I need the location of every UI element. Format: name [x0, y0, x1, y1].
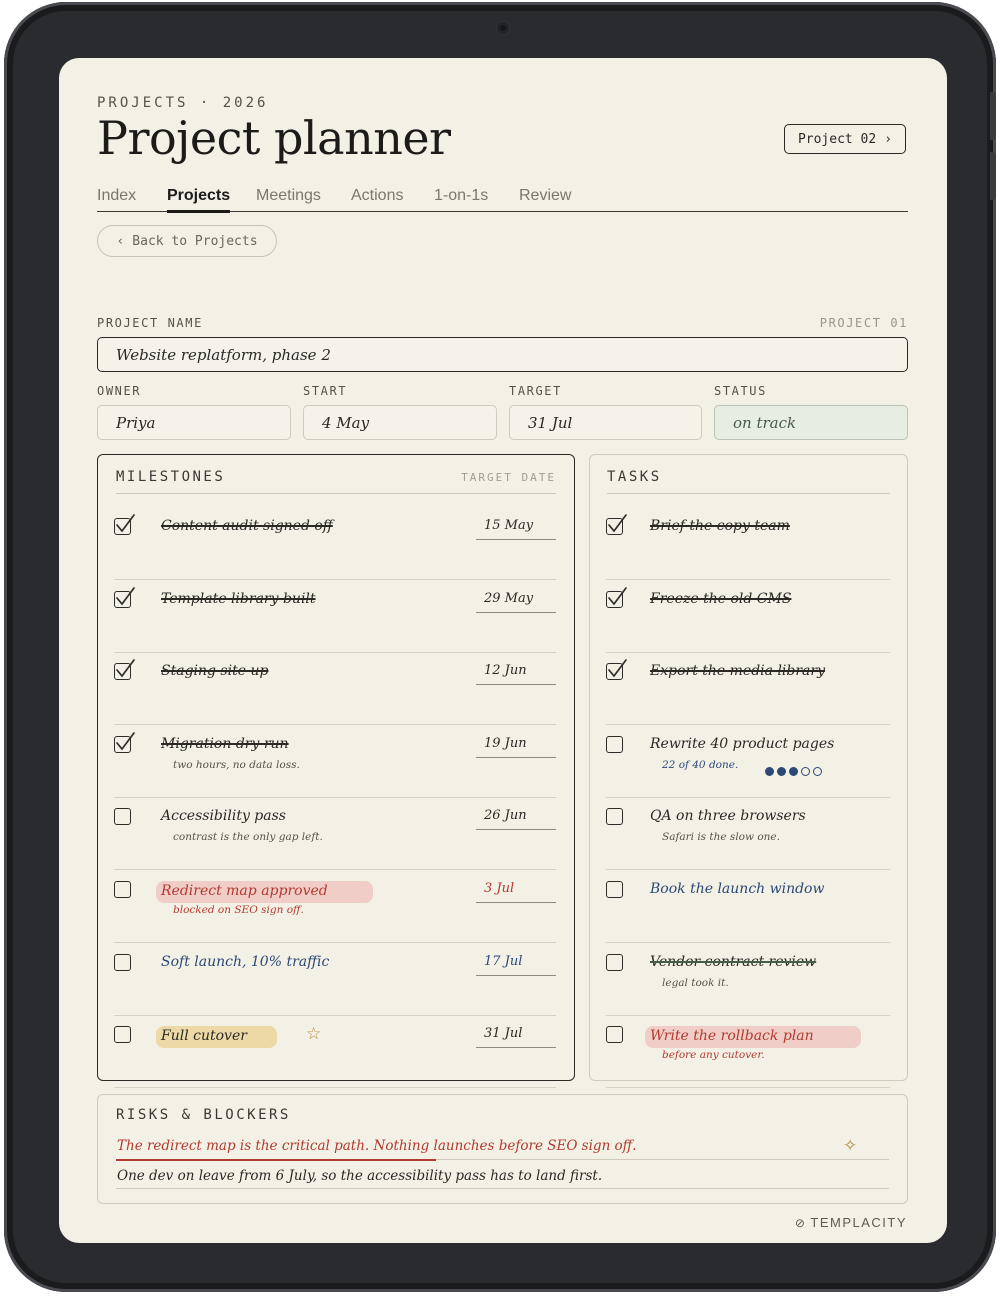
task-row: [606, 1016, 890, 1088]
milestone-date[interactable]: 19 Jun: [476, 736, 556, 751]
milestone-checkbox[interactable]: [114, 518, 131, 535]
task-text[interactable]: Freeze the old CMS: [650, 590, 792, 607]
back-to-projects-button[interactable]: [97, 225, 277, 257]
tab-actions[interactable]: Actions: [351, 187, 404, 204]
task-text[interactable]: Export the media library: [650, 663, 826, 680]
progress-dot: [801, 767, 810, 776]
task-text[interactable]: Brief the copy team: [650, 518, 790, 534]
tab-projects[interactable]: Projects: [167, 187, 231, 204]
milestone-checkbox[interactable]: [114, 954, 131, 971]
milestone-text[interactable]: Template library built: [161, 590, 316, 607]
tasks-header-rule: [607, 493, 890, 494]
milestone-text[interactable]: Redirect map approved: [156, 881, 373, 903]
task-note: before any cutover.: [662, 1049, 765, 1062]
next-project-label: Project 02: [797, 131, 877, 147]
milestone-note: contrast is the only gap left.: [173, 831, 323, 844]
check-mark-icon: [605, 586, 629, 608]
row-rule: [114, 1087, 556, 1088]
milestone-text[interactable]: Full cutover: [156, 1026, 277, 1048]
milestone-checkbox[interactable]: [114, 663, 131, 680]
task-note: Safari is the slow one.: [662, 831, 780, 844]
row-rule: [606, 1087, 890, 1088]
volume-down-button: [990, 152, 996, 200]
task-row: [606, 508, 890, 580]
tab-bar: [97, 183, 908, 212]
progress-dot: [789, 767, 798, 776]
status-field[interactable]: on track: [714, 405, 908, 440]
tab-index[interactable]: Index: [97, 187, 137, 204]
progress-dot: [813, 767, 822, 776]
milestone-date[interactable]: 29 May: [476, 591, 556, 606]
task-checkbox[interactable]: [606, 736, 623, 753]
check-mark-icon: [605, 658, 629, 680]
milestone-date[interactable]: 12 Jun: [476, 663, 556, 678]
milestone-text[interactable]: Soft launch, 10% traffic: [161, 953, 330, 970]
project-name-label: PROJECT NAME: [97, 316, 203, 330]
check-mark-icon: [113, 731, 137, 753]
check-mark-icon: [113, 586, 137, 608]
milestone-row: [114, 653, 556, 725]
milestone-row: [114, 508, 556, 580]
progress-dots: [765, 761, 825, 780]
milestones-heading: MILESTONES: [116, 469, 226, 485]
milestone-note: two hours, no data loss.: [173, 758, 300, 771]
task-checkbox[interactable]: [606, 1026, 623, 1043]
task-text[interactable]: QA on three browsers: [650, 808, 806, 825]
task-text[interactable]: Book the launch window: [650, 881, 825, 897]
owner-label: OWNER: [97, 384, 142, 398]
progress-dot: [777, 767, 786, 776]
task-row: [606, 944, 890, 1016]
task-checkbox[interactable]: [606, 881, 623, 898]
target-date-heading: TARGET DATE: [461, 471, 556, 484]
milestone-checkbox[interactable]: [114, 808, 131, 825]
star-outline-icon: ✧: [843, 1136, 858, 1156]
milestone-row: [114, 726, 556, 798]
chevron-left-icon: ‹: [116, 233, 125, 249]
start-label: START: [303, 384, 348, 398]
task-checkbox[interactable]: [606, 954, 623, 971]
volume-up-button: [990, 92, 996, 140]
tab-review[interactable]: Review: [519, 187, 572, 204]
milestone-date[interactable]: 26 Jun: [476, 808, 556, 823]
milestone-row: [114, 1016, 556, 1088]
milestone-date[interactable]: 3 Jul: [476, 881, 556, 896]
project-name-field[interactable]: Website replatform, phase 2: [97, 337, 908, 372]
owner-field[interactable]: Priya: [97, 405, 291, 440]
page-eyebrow: PROJECTS · 2026: [97, 95, 269, 111]
check-mark-icon: [113, 658, 137, 680]
brand-name: TEMPLACITY: [810, 1215, 907, 1230]
milestones-header-rule: [116, 493, 556, 494]
milestone-row: [114, 581, 556, 653]
risks-panel: [97, 1094, 908, 1204]
target-label: TARGET: [509, 384, 562, 398]
task-note: 22 of 40 done.: [662, 758, 739, 771]
risk-underline: [116, 1159, 436, 1161]
task-checkbox[interactable]: [606, 518, 623, 535]
planner-screen: [59, 58, 947, 1243]
next-project-button[interactable]: [784, 124, 906, 154]
milestone-text[interactable]: Migration dry run: [161, 735, 289, 752]
start-field[interactable]: 4 May: [303, 405, 497, 440]
risk-rule-1: [436, 1159, 889, 1160]
front-camera: [497, 22, 509, 34]
milestone-date[interactable]: 31 Jul: [476, 1026, 556, 1041]
check-mark-icon: [605, 513, 629, 535]
tablet-device-frame: [4, 2, 996, 1292]
task-row: [606, 581, 890, 653]
tab-meetings[interactable]: Meetings: [256, 187, 321, 204]
milestone-row: [114, 798, 556, 870]
chevron-right-icon: ›: [884, 131, 893, 147]
task-checkbox[interactable]: [606, 808, 623, 825]
target-field[interactable]: 31 Jul: [509, 405, 702, 440]
check-mark-icon: [113, 513, 137, 535]
milestone-note: blocked on SEO sign off.: [173, 904, 304, 916]
risk-line-1[interactable]: The redirect map is the critical path. Nothing launches before SEO sign off.: [117, 1138, 637, 1154]
task-text[interactable]: Rewrite 40 product pages: [650, 735, 835, 752]
templacity-logo-icon: ⊘: [794, 1215, 807, 1230]
milestone-row: [114, 871, 556, 943]
risk-rule-2: [116, 1188, 889, 1189]
milestone-text[interactable]: Accessibility pass: [161, 808, 286, 825]
brand-mark: [795, 1215, 907, 1230]
task-note: legal took it.: [662, 976, 729, 989]
task-row: [606, 798, 890, 870]
milestone-checkbox[interactable]: [114, 1026, 131, 1043]
risks-heading: RISKS & BLOCKERS: [116, 1107, 291, 1123]
milestone-row: [114, 944, 556, 1016]
project-number: PROJECT 01: [819, 316, 908, 330]
back-button-label: Back to Projects: [132, 233, 258, 249]
task-text[interactable]: Write the rollback plan: [645, 1026, 861, 1048]
tasks-panel: [589, 454, 908, 1081]
task-row: [606, 653, 890, 725]
tab-1-on-1s[interactable]: 1-on-1s: [434, 187, 489, 204]
milestone-checkbox[interactable]: [114, 591, 131, 608]
task-checkbox[interactable]: [606, 591, 623, 608]
page-title: Project planner: [97, 111, 451, 165]
milestones-panel: [97, 454, 575, 1081]
milestone-checkbox[interactable]: [114, 736, 131, 753]
task-row: [606, 871, 890, 943]
status-label: STATUS: [714, 384, 767, 398]
task-text[interactable]: Vendor contract review: [650, 953, 817, 970]
milestone-text[interactable]: Staging site up: [161, 663, 269, 680]
milestone-text[interactable]: Content audit signed off: [161, 518, 333, 534]
progress-dot: [765, 767, 774, 776]
task-checkbox[interactable]: [606, 663, 623, 680]
tasks-heading: TASKS: [607, 469, 662, 485]
milestone-checkbox[interactable]: [114, 881, 131, 898]
star-outline-icon: ☆: [306, 1024, 322, 1045]
milestone-date[interactable]: 17 Jul: [476, 954, 556, 969]
task-row: [606, 726, 890, 798]
risk-line-2[interactable]: One dev on leave from 6 July, so the accessibility pass has to land first.: [117, 1168, 603, 1184]
milestone-date[interactable]: 15 May: [476, 518, 556, 533]
